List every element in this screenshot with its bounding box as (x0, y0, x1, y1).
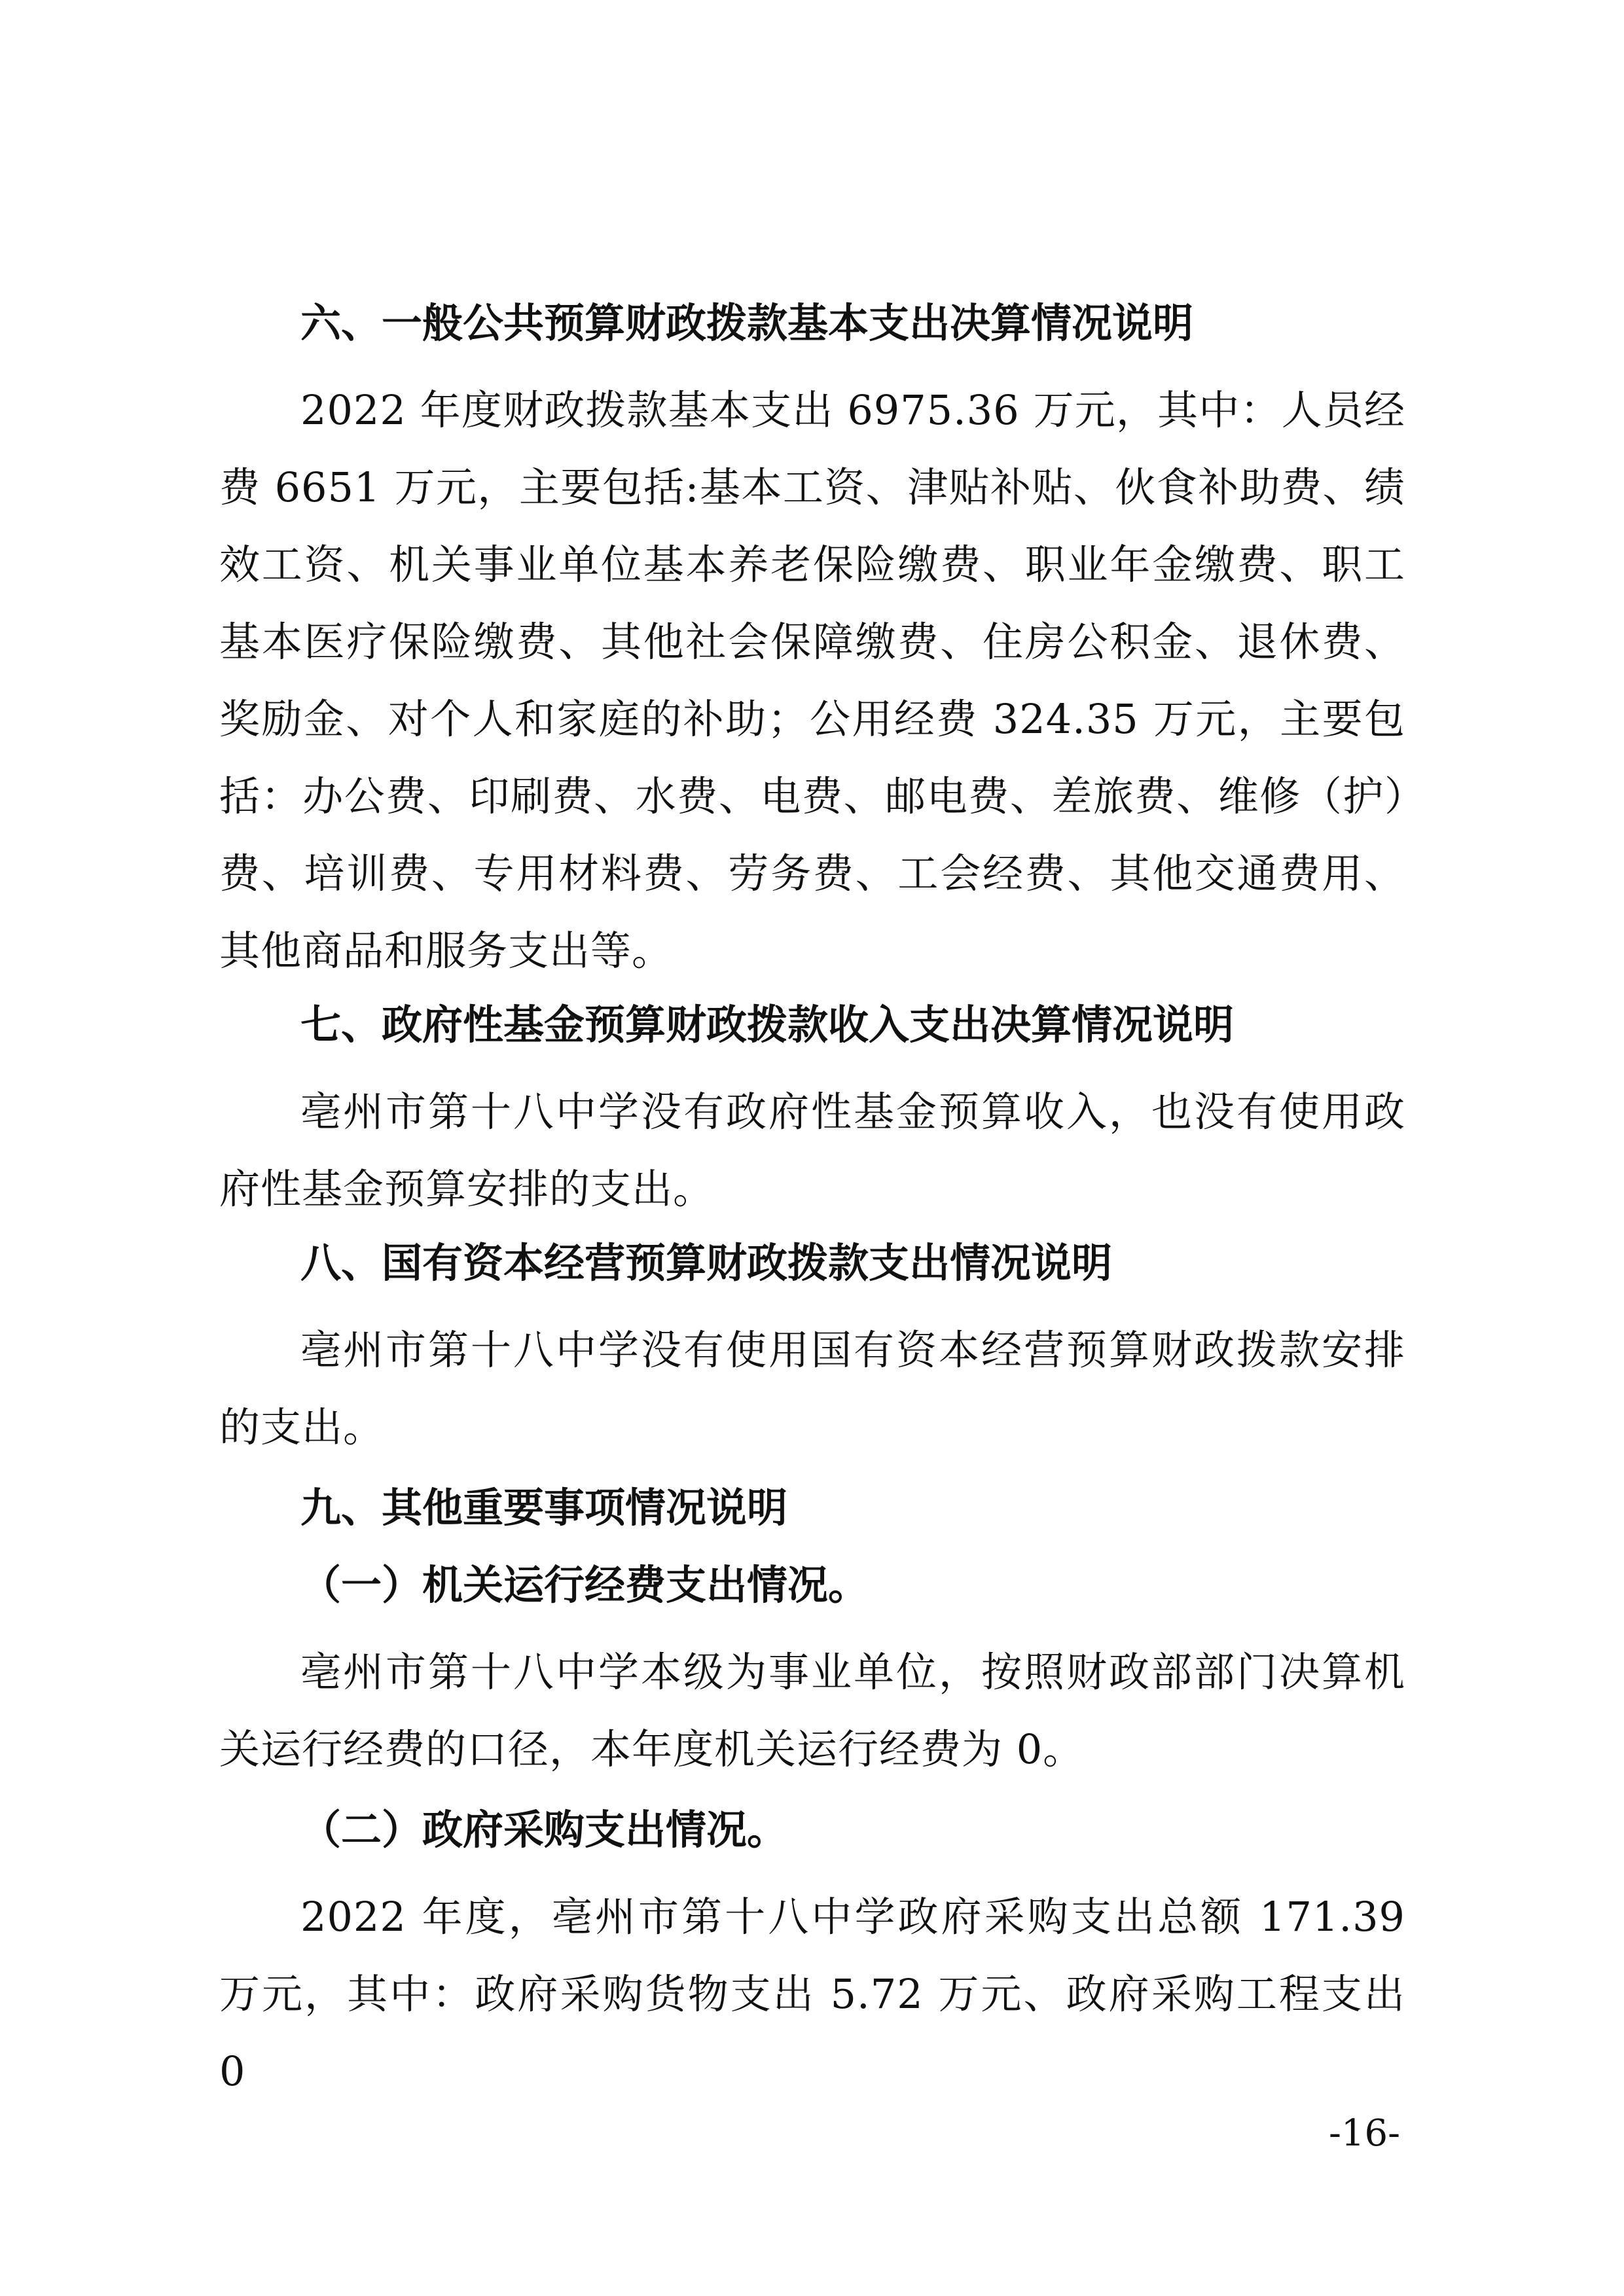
section-nine-sub2-heading: （二）政府采购支出情况。 (300, 1806, 788, 1854)
section-seven-heading: 七、政府性基金预算财政拨款收入支出决算情况说明 (300, 1001, 1235, 1049)
page-number: -16- (1329, 2112, 1401, 2155)
section-eight-heading: 八、国有资本经营预算财政拨款支出情况说明 (300, 1239, 1113, 1287)
section-nine-sub2-body: 2022 年度，亳州市第十八中学政府采购支出总额 171.39 万元，其中：政府采购货物支出 5.72 万元、政府采购工程支出 0 (219, 1893, 1405, 2095)
section-nine-heading: 九、其他重要事项情况说明 (300, 1484, 788, 1532)
section-nine-sub1-heading: （一）机关运行经费支出情况。 (300, 1561, 869, 1609)
page-content (219, 295, 1405, 2110)
section-six-body: 2022 年度财政拨款基本支出 6975.36 万元，其中：人员经费 6651 万元，主要包括:基本工资、津贴补贴、伙食补助费、绩效工资、机关事业单位基本养老保险缴费、职业年金缴费、职工基本医疗保险缴费、其他社会保障缴费、住房公积金、退休费、奖励金、对个人和家庭的补助；公用经费 324.35 万元，主要包括：办公费、印刷费、水费、电费、邮电费、差旅费、维修（护）费、培训费、专用材料费、劳务费、工会经费、其他交通费用、其他商品和服务支出等。 (219, 386, 1405, 975)
section-nine-sub1-body: 亳州市第十八中学本级为事业单位，按照财政部部门决算机关运行经费的口径，本年度机关运行经费为 0。 (219, 1648, 1405, 1773)
section-seven-body: 亳州市第十八中学没有政府性基金预算收入，也没有使用政府性基金预算安排的支出。 (219, 1088, 1405, 1213)
section-six-heading: 六、一般公共预算财政拨款基本支出决算情况说明 (300, 299, 1194, 347)
section-eight-body: 亳州市第十八中学没有使用国有资本经营预算财政拨款安排的支出。 (219, 1326, 1405, 1451)
